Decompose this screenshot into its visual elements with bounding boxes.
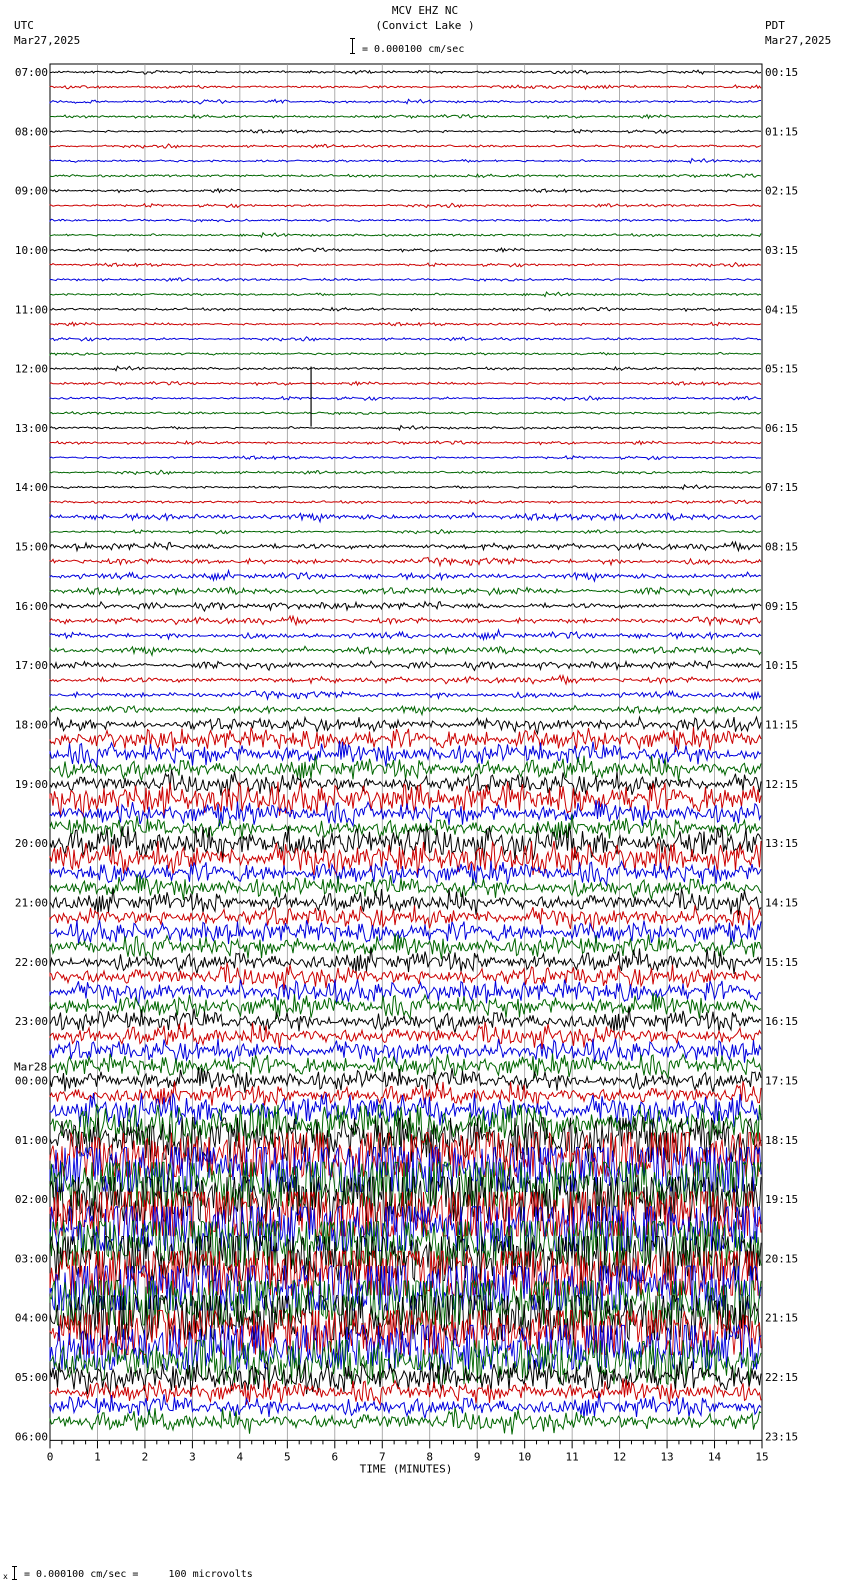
trace-row [50,814,761,840]
trace-row [50,248,761,252]
trace-row [50,1067,761,1093]
utc-hour-label: 12:00 [14,362,48,376]
utc-hour-label: 04:00 [14,1311,48,1325]
x-tick-label: 12 [612,1450,627,1464]
footer-scale-bar-icon [12,1565,17,1579]
station-title: MCV EHZ NC [391,4,459,17]
pdt-hour-label: 01:15 [765,125,799,139]
pdt-hour-label: 14:15 [765,896,799,910]
x-tick-label: 5 [284,1450,291,1464]
trace-row [50,412,761,415]
trace-row [50,307,761,311]
pdt-hour-label: 07:15 [765,481,799,495]
trace-row [50,602,761,611]
utc-hour-label: 21:00 [14,896,48,910]
pdt-hour-label: 04:15 [765,303,799,317]
x-tick-label: 14 [707,1450,722,1464]
trace-row [50,130,761,134]
left-timezone: UTC [14,19,34,32]
utc-hour-label: 16:00 [14,599,48,613]
utc-hour-label: 01:00 [14,1133,48,1147]
trace-row [50,933,761,959]
trace-row [50,426,761,430]
utc-hour-label: 20:00 [14,837,48,851]
pdt-hour-label: 21:15 [765,1311,799,1325]
utc-hour-label: 19:00 [14,777,48,791]
utc-hour-label: 22:00 [14,955,48,969]
utc-hour-label: 17:00 [14,659,48,673]
pdt-hour-label: 18:15 [765,1133,799,1147]
trace-row [50,366,761,370]
trace-row [50,979,761,1005]
trace-row [50,874,761,900]
trace-row [50,888,761,915]
trace-row [50,352,761,355]
utc-hour-label: 09:00 [14,184,48,198]
x-tick-label: 6 [331,1450,339,1464]
utc-hour-label: 18:00 [14,718,48,732]
pdt-hour-label: 10:15 [765,659,799,673]
x-tick-label: 9 [473,1450,481,1464]
trace-row [50,456,761,460]
pdt-hour-label: 15:15 [765,955,799,969]
utc-hour-label: 06:00 [14,1430,48,1444]
trace-row [50,263,761,267]
trace-row [50,85,761,89]
utc-hour-label: 05:00 [14,1371,48,1385]
x-tick-label: 1 [94,1450,101,1464]
trace-row [50,717,761,733]
trace-row [50,706,761,715]
trace-row [50,470,761,474]
trace-row [50,557,761,565]
utc-hour-label: 15:00 [14,540,48,554]
pdt-hour-label: 11:15 [765,718,799,732]
pdt-hour-label: 09:15 [765,599,799,613]
pdt-hour-label: 08:15 [765,540,799,554]
pdt-hour-label: 19:15 [765,1193,799,1207]
trace-row [50,691,761,699]
trace-row [50,630,761,640]
trace-row [50,189,761,193]
pdt-hour-label: 03:15 [765,243,799,257]
pdt-hour-label: 23:15 [765,1430,799,1444]
pdt-hour-label: 13:15 [765,837,799,851]
x-tick-label: 8 [426,1450,434,1464]
utc-hour-label: 11:00 [14,303,48,317]
trace-row [50,396,761,400]
trace-row [50,646,761,655]
pdt-hour-label: 12:15 [765,777,799,791]
trace-row [50,800,761,826]
trace-row [50,441,761,445]
x-tick-label: 0 [46,1450,54,1464]
trace-row [50,144,761,148]
trace-row [50,382,761,386]
utc-hour-label: 10:00 [14,243,48,257]
x-tick-label: 7 [378,1450,386,1464]
trace-row [50,571,761,582]
trace-row [50,99,761,104]
utc-hour-label: 08:00 [14,125,48,139]
pdt-hour-label: 16:15 [765,1015,799,1029]
utc-hour-label: 00:00 [14,1074,48,1088]
x-tick-label: 11 [565,1450,579,1464]
trace-row [50,616,761,625]
pdt-hour-label: 00:15 [765,66,799,79]
right-timezone: PDT [765,19,785,32]
trace-row [50,337,761,341]
x-tick-label: 15 [755,1450,769,1464]
trace-row [50,278,761,281]
trace-row [50,159,761,163]
scale-value: = 0.000100 cm/sec [362,44,465,55]
pdt-hour-label: 05:15 [765,362,799,376]
left-date: Mar27,2025 [14,34,81,47]
trace-row [50,1053,761,1078]
trace-row [50,203,761,207]
trace-row [50,70,761,74]
trace-row [50,485,761,489]
pdt-hour-label: 06:15 [765,421,799,435]
footer-scale-note: = 0.000100 cm/sec = 100 microvolts [24,1569,253,1580]
x-tick-label: 13 [660,1450,674,1464]
trace-row [50,587,761,596]
trace-row [50,233,761,237]
x-axis-title: TIME (MINUTES) [359,1462,453,1476]
x-tick-label: 2 [141,1450,149,1464]
trace-row [50,661,761,670]
utc-hour-label: 02:00 [14,1193,48,1207]
utc-hour-label: 03:00 [14,1252,48,1266]
utc-hour-label: 13:00 [14,421,48,435]
utc-hour-label: 23:00 [14,1015,48,1029]
x-tick-label: 10 [518,1450,532,1464]
pdt-hour-label: 20:15 [765,1252,799,1266]
right-date: Mar27,2025 [765,34,832,47]
trace-row [50,292,761,296]
trace-row [50,727,761,752]
trace-row [50,219,761,222]
station-location: (Convict Lake ) [375,19,475,32]
utc-hour-label: 07:00 [14,66,48,79]
trace-row [50,115,761,119]
trace-row [50,948,761,974]
footer-marker: x [3,1572,8,1581]
pdt-hour-label: 02:15 [765,184,799,198]
utc-hour-label: 14:00 [14,481,48,495]
trace-row [50,905,761,931]
trace-row [50,500,761,504]
trace-row [50,963,761,990]
trace-row [50,530,761,534]
trace-row [50,322,761,326]
trace-row [50,174,761,178]
utc-date-change-label: Mar28 [14,1060,48,1074]
trace-row [50,675,761,684]
x-tick-label: 3 [189,1450,196,1464]
pdt-hour-label: 17:15 [765,1074,799,1088]
pdt-hour-label: 22:15 [765,1371,799,1385]
x-tick-label: 4 [236,1450,244,1464]
trace-row [50,513,761,522]
trace-row [50,542,761,551]
